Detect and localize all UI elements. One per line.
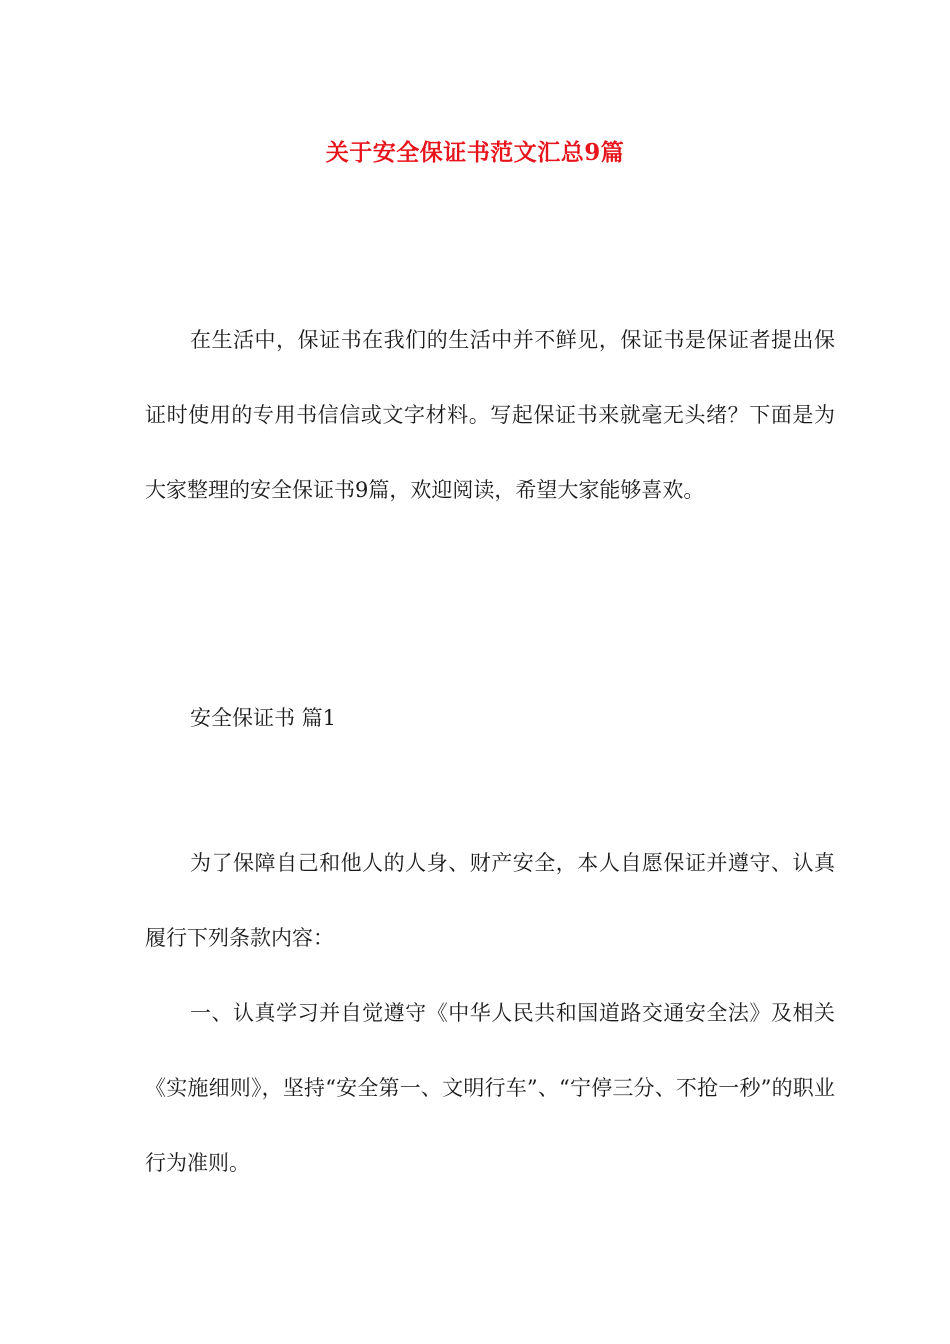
section-paragraph-1: 为了保障自己和他人的人身、财产安全，本人自愿保证并遵守、认真履行下列条款内容：	[145, 851, 835, 950]
section-paragraph-2: 一、认真学习并自觉遵守《中华人民共和国道路交通安全法》及相关《实施细则》，坚持“安全第一、文明行车”、“宁停三分、不抢一秒”的职业行为准则。	[145, 1001, 835, 1175]
document-title: 关于安全保证书范文汇总9篇	[325, 139, 625, 166]
section-heading: 安全保证书 篇1	[190, 706, 337, 730]
intro-paragraph: 在生活中，保证书在我们的生活中并不鲜见，保证书是保证者提出保证时使用的专用书信信或文字材料。写起保证书来就毫无头绪？下面是为大家整理的安全保证书9篇，欢迎阅读，希望大家能够喜欢。	[145, 328, 835, 502]
